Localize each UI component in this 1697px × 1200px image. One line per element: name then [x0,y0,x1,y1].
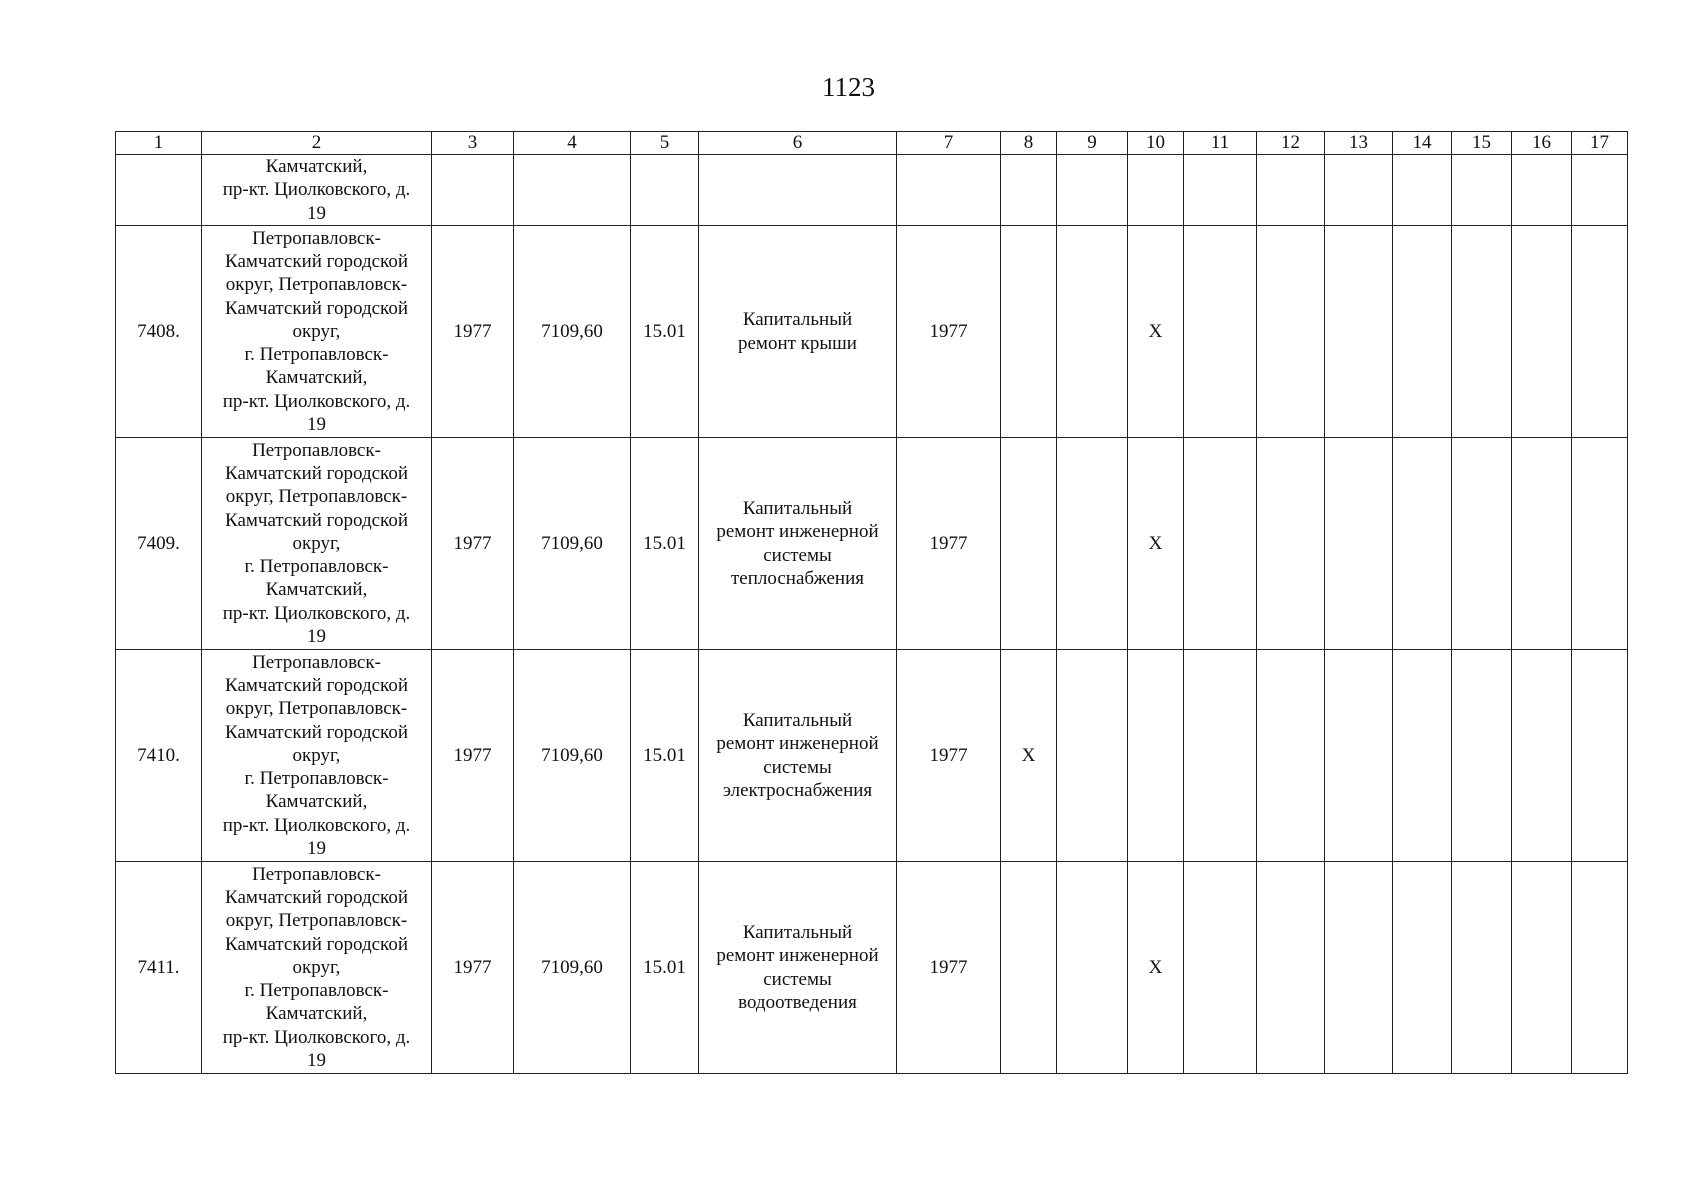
column-number-cell: 1 [116,132,202,155]
period-mark-cell-col-10 [1128,862,1184,1074]
cell-text-line: 7411. [137,956,180,978]
period-mark-cell-col-8 [1001,650,1057,862]
cell-text-line: 1977 [929,532,968,554]
period-mark-cell-col-8 [1001,155,1057,226]
cell-text-line: Камчатский городской [225,674,408,696]
area-cell [514,862,631,1074]
column-number-cell: 2 [202,132,432,155]
cell-text-line: теплоснабжения [731,567,864,589]
period-mark-cell-col-13 [1325,155,1393,226]
period-mark-cell-col-9 [1057,438,1128,650]
column-number-row [116,132,1628,155]
cell-text-line: системы [763,968,832,990]
cell-text-line: 7109,60 [541,532,603,554]
cell-text-line: Камчатский городской [225,721,408,743]
capital-repair-table [115,131,1628,1074]
table-row [116,862,1628,1074]
column-number-cell: 11 [1184,132,1257,155]
period-mark-cell-col-11 [1184,155,1257,226]
cell-text-line: 19 [307,838,326,860]
cell-text-line: Камчатский городской [225,250,408,272]
cell-text-line: X [1148,320,1163,342]
table-row [116,438,1628,650]
row-number-cell [116,155,202,226]
cell-text-line: 7409. [137,532,180,554]
cell-text-line: Камчатский городской [225,509,408,531]
cell-text-line: округ, [292,320,341,342]
period-mark-cell-col-16 [1512,650,1572,862]
year-cell [897,650,1001,862]
column-number-cell: 17 [1572,132,1628,155]
period-mark-cell-col-9 [1057,862,1128,1074]
cell-text-line: Капитальный [742,709,853,731]
period-mark-cell-col-17 [1572,862,1628,1074]
cell-text-line: г. Петропавловск- [244,344,389,366]
period-mark-cell-col-11 [1184,226,1257,438]
cell-text-line: X [1148,532,1163,554]
address-cell [202,155,432,226]
cell-text-line: 19 [307,1050,326,1072]
cell-text-line: пр-кт. Циолковского, д. [222,390,411,412]
cell-text-line: округ, [292,532,341,554]
period-mark-cell-col-10 [1128,226,1184,438]
cell-text-line: Камчатский городской [225,886,408,908]
cell-text-line: ремонт инженерной [716,945,879,967]
cell-text-line: 7410. [137,744,180,766]
period-mark-cell-col-14 [1393,438,1452,650]
period-mark-cell-col-13 [1325,226,1393,438]
period-mark-cell-col-15 [1452,226,1512,438]
period-mark-cell-col-9 [1057,226,1128,438]
period-mark-cell-col-16 [1512,155,1572,226]
cell-text-line: ремонт инженерной [716,521,879,543]
period-mark-cell-col-10 [1128,438,1184,650]
cell-text-line: 7408. [137,320,180,342]
cell-text-line: X [1148,956,1163,978]
period-mark-cell-col-15 [1452,650,1512,862]
row-number-cell [116,650,202,862]
cell-text-line: г. Петропавловск- [244,980,389,1002]
address-cell [202,438,432,650]
cell-text-line: системы [763,544,832,566]
cell-text-line: 19 [307,626,326,648]
cell-text-line: Камчатский, [265,579,368,601]
period-mark-cell-col-12 [1257,862,1325,1074]
cell-text-line: округ, Петропавловск- [225,486,408,508]
period-mark-cell-col-13 [1325,650,1393,862]
period-mark-cell-col-15 [1452,862,1512,1074]
cell-text-line: г. Петропавловск- [244,556,389,578]
column-number-cell: 8 [1001,132,1057,155]
period-mark-cell-col-14 [1393,155,1452,226]
cell-text-line: Камчатский городской [225,297,408,319]
commissioning-year-cell [432,438,514,650]
commissioning-year-cell [432,155,514,226]
cell-text-line: Камчатский, [265,156,368,178]
address-cell [202,226,432,438]
column-number-cell: 15 [1452,132,1512,155]
cell-text-line: ремонт крыши [738,332,857,354]
cell-text-line: округ, Петропавловск- [225,910,408,932]
cell-text-line: Петропавловск- [252,227,381,249]
period-mark-cell-col-12 [1257,155,1325,226]
code-cell [631,155,699,226]
column-number-cell: 9 [1057,132,1128,155]
code-cell [631,438,699,650]
column-number-cell: 13 [1325,132,1393,155]
column-number-cell: 7 [897,132,1001,155]
address-cell [202,862,432,1074]
cell-text-line: Капитальный [742,309,853,331]
period-mark-cell-col-16 [1512,226,1572,438]
period-mark-cell-col-13 [1325,862,1393,1074]
cell-text-line: 7109,60 [541,744,603,766]
period-mark-cell-col-17 [1572,226,1628,438]
period-mark-cell-col-16 [1512,438,1572,650]
area-cell [514,650,631,862]
period-mark-cell-col-9 [1057,155,1128,226]
column-number-cell: 10 [1128,132,1184,155]
cell-text-line: пр-кт. Циолковского, д. [222,179,411,201]
period-mark-cell-col-13 [1325,438,1393,650]
cell-text-line: Камчатский городской [225,462,408,484]
year-cell [897,438,1001,650]
cell-text-line: пр-кт. Циолковского, д. [222,1026,411,1048]
cell-text-line: Капитальный [742,497,853,519]
row-number-cell [116,438,202,650]
period-mark-cell-col-17 [1572,155,1628,226]
cell-text-line: 1977 [453,320,492,342]
cell-text-line: пр-кт. Циолковского, д. [222,602,411,624]
column-number-cell: 3 [432,132,514,155]
cell-text-line: 1977 [929,320,968,342]
period-mark-cell-col-12 [1257,438,1325,650]
cell-text-line: 1977 [929,744,968,766]
commissioning-year-cell [432,226,514,438]
column-number-cell: 6 [699,132,897,155]
cell-text-line: 1977 [929,956,968,978]
period-mark-cell-col-8 [1001,438,1057,650]
cell-text-line: округ, Петропавловск- [225,698,408,720]
cell-text-line: 15.01 [643,744,686,766]
period-mark-cell-col-11 [1184,650,1257,862]
cell-text-line: Петропавловск- [252,863,381,885]
cell-text-line: г. Петропавловск- [244,768,389,790]
commissioning-year-cell [432,650,514,862]
work-type-cell [699,226,897,438]
table-row [116,650,1628,862]
cell-text-line: Капитальный [742,921,853,943]
cell-text-line: 15.01 [643,956,686,978]
cell-text-line: Камчатский городской [225,933,408,955]
address-cell [202,650,432,862]
cell-text-line: водоотведения [738,991,857,1013]
code-cell [631,226,699,438]
area-cell [514,155,631,226]
period-mark-cell-col-12 [1257,650,1325,862]
code-cell [631,650,699,862]
cell-text-line: 15.01 [643,532,686,554]
work-type-cell [699,862,897,1074]
area-cell [514,438,631,650]
cell-text-line: электроснабжения [722,779,873,801]
period-mark-cell-col-17 [1572,438,1628,650]
cell-text-line: округ, Петропавловск- [225,274,408,296]
cell-text-line: Камчатский, [265,1003,368,1025]
cell-text-line: 7109,60 [541,956,603,978]
page-number: 1123 [822,72,875,102]
cell-text-line: 7109,60 [541,320,603,342]
work-type-cell [699,155,897,226]
period-mark-cell-col-11 [1184,862,1257,1074]
row-number-cell [116,862,202,1074]
period-mark-cell-col-10 [1128,155,1184,226]
period-mark-cell-col-14 [1393,650,1452,862]
cell-text-line: 19 [307,414,326,436]
year-cell [897,862,1001,1074]
period-mark-cell-col-12 [1257,226,1325,438]
column-number-cell: 5 [631,132,699,155]
column-number-cell: 12 [1257,132,1325,155]
cell-text-line: 1977 [453,744,492,766]
cell-text-line: 19 [307,202,326,224]
table-row [116,226,1628,438]
period-mark-cell-col-15 [1452,438,1512,650]
cell-text-line: Петропавловск- [252,439,381,461]
cell-text-line: ремонт инженерной [716,733,879,755]
period-mark-cell-col-17 [1572,650,1628,862]
cell-text-line: системы [763,756,832,778]
commissioning-year-cell [432,862,514,1074]
cell-text-line: Камчатский, [265,367,368,389]
period-mark-cell-col-9 [1057,650,1128,862]
year-cell [897,226,1001,438]
cell-text-line: пр-кт. Циолковского, д. [222,814,411,836]
period-mark-cell-col-10 [1128,650,1184,862]
code-cell [631,862,699,1074]
period-mark-cell-col-14 [1393,862,1452,1074]
cell-text-line: 15.01 [643,320,686,342]
column-number-cell: 4 [514,132,631,155]
cell-text-line: Петропавловск- [252,651,381,673]
cell-text-line: 1977 [453,956,492,978]
cell-text-line: округ, [292,956,341,978]
cell-text-line: 1977 [453,532,492,554]
cell-text-line: Камчатский, [265,791,368,813]
work-type-cell [699,650,897,862]
column-number-cell: 14 [1393,132,1452,155]
area-cell [514,226,631,438]
period-mark-cell-col-11 [1184,438,1257,650]
period-mark-cell-col-15 [1452,155,1512,226]
cell-text-line: округ, [292,744,341,766]
year-cell [897,155,1001,226]
period-mark-cell-col-14 [1393,226,1452,438]
row-number-cell [116,226,202,438]
period-mark-cell-col-16 [1512,862,1572,1074]
period-mark-cell-col-8 [1001,862,1057,1074]
table-row-continued [116,155,1628,226]
cell-text-line: X [1021,744,1036,766]
work-type-cell [699,438,897,650]
column-number-cell: 16 [1512,132,1572,155]
period-mark-cell-col-8 [1001,226,1057,438]
